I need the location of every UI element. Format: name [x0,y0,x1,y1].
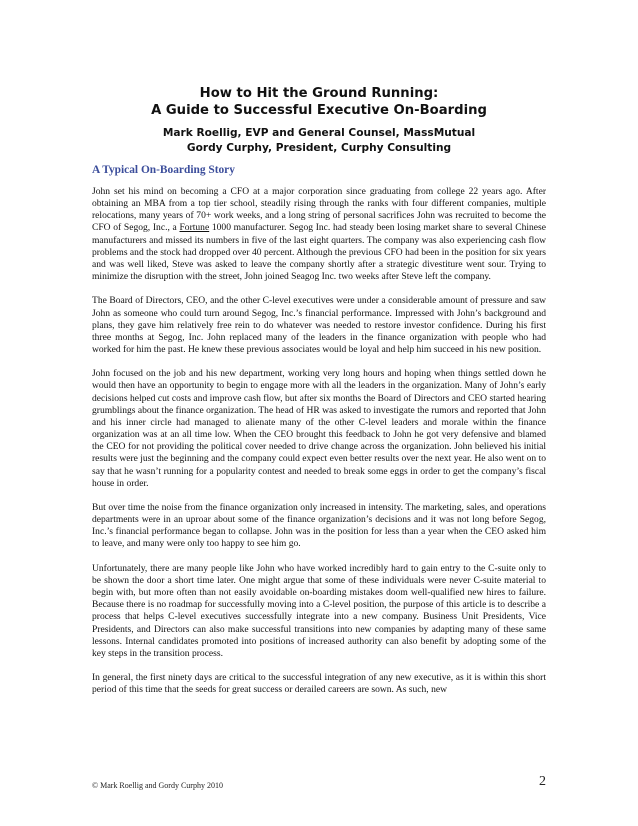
author-line-1: Mark Roellig, EVP and General Counsel, MassMutual [162,127,476,139]
paragraph-5: Unfortunately, there are many people like John who have worked incredibly hard to gain entry to the C-suite only to be shown the door a short time later. One might argue that some of these individuals were never C-suite material to begin with, but more often than not easily avoidable on-boarding mistakes doom well-qualified new hires to failure. Because there is no roadmap for successfully moving into a C-level position, the purpose of this article is to describe a process that helps C-level executives successfully integrate into a new company. Business Unit Presidents, Vice Presidents, and Directors can also make successful transitions into new companies by adapting many of these same lessons. Internal candidates promoted into positions of increased authority can also benefit by adopting some of the key steps in the transition process. [92,562,546,659]
section-heading: A Typical On-Boarding Story [92,164,235,176]
footer-copyright: © Mark Roellig and Gordy Curphy 2010 [92,781,223,790]
title-line-1: How to Hit the Ground Running: [199,86,439,101]
body-text [92,186,546,709]
paragraph-1-after: 1000 manufacturer. Segog Inc. had steady been losing market share to several Chinese manufacturers and missed its numbers in five of the last eight quarters. The company was also experiencing cash flow problems and the stock had dropped over 40 percent. Although the previous CFO had been in the position for six years and was well liked, Steve was asked to leave the company shortly after a strategic divestiture went sour. Trying to minimize the disruption with the street, John joined Seagog Inc. two weeks after Steve left the company. [92,222,546,283]
paragraph-3: John focused on the job and his new department, working very long hours and hoping when things settled down he would then have an opportunity to begin to engage more with all the leaders in the organization. Many of John’s early decisions helped cut costs and improve cash flow, but after six months the Board of Directors and CEO started hearing grumblings about the finance organization. The head of HR was asked to investigate the rumors and reported that John and his inner circle had managed to alienate many of the other C-level leaders and morale within the finance organization was at an all time low. When the CEO brought this feedback to John he got very defensive and blamed the CEO for not providing the political cover needed to drive change across the organization. John believed his initial results were just the beginning and the company could expect even better results over the next year. He also went on to say that he wasn’t running for a popularity contest and needed to break some eggs in order to get the company’s fiscal house in order. [92,368,546,489]
paragraph-1 [92,186,546,283]
fortune-underlined: Fortune [179,222,210,234]
page-number: 2 [539,774,546,789]
paragraph-2: The Board of Directors, CEO, and the other C-level executives were under a considerable amount of pressure and saw John as someone who could turn around Segog, Inc.’s financial performance. Impressed with John’s background and plans, they gave him relatively free rein to do whatever was needed to restore investor confidence. During his first three months at Segog, Inc. John replaced many of the leaders in the finance organization with people who had worked for him the past. He knew these previous associates would be loyal and help him succeed in his new position. [92,295,546,356]
title-line-2: A Guide to Successful Executive On-Boarding [151,103,487,118]
paragraph-4: But over time the noise from the finance organization only increased in intensity. The marketing, sales, and operations departments were in an uproar about some of the finance organization’s decisions and it was not long before Segog, Inc.’s financial performance began to collapse. John was in the position for less than a year when the CEO asked him to leave, and many were only too happy to see him go. [92,502,546,550]
paragraph-6: In general, the first ninety days are critical to the successful integration of any new executive, as it is within this short period of this time that the seeds for great success or derailed careers are sown. As such, new [92,672,546,696]
author-line-2: Gordy Curphy, President, Curphy Consulting [186,142,452,154]
paragraph-1-before: John set his mind on becoming a CFO at a major corporation since graduating from college 22 years ago. After obtaining an MBA from a top tier school, steadily rising through the ranks with four different companies, multiple relocations, many years of 70+ work weeks, and a long string of personal sacrifices John was recruited to become the CFO of Segog, Inc., a [92,186,546,234]
